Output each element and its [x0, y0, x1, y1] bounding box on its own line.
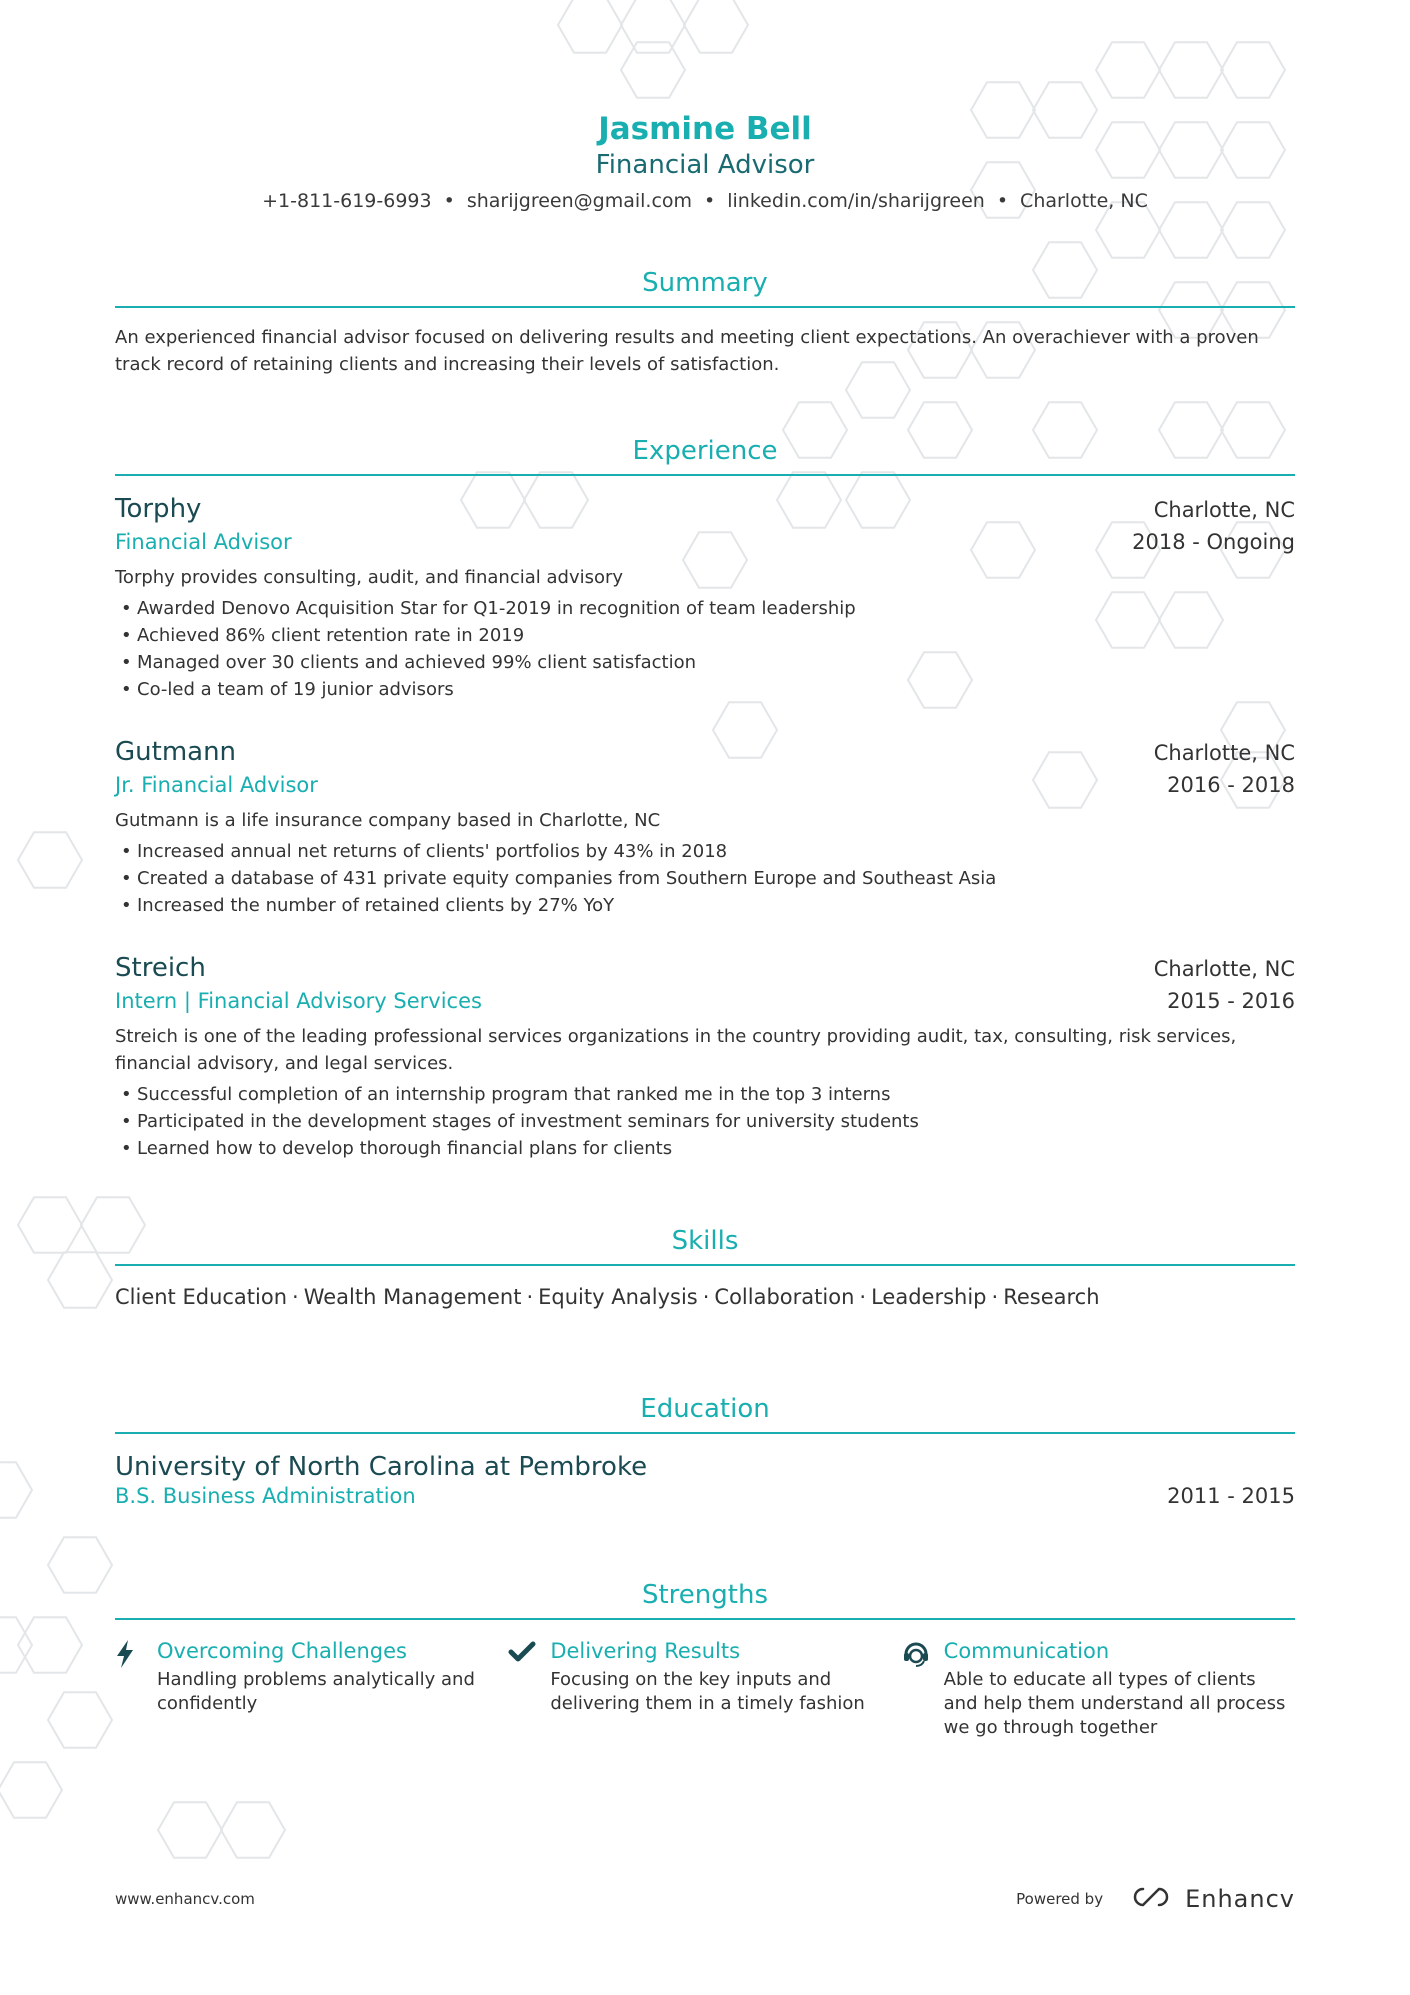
company-description: Gutmann is a life insurance company based in Charlotte, NC	[115, 810, 661, 831]
strengths-section	[115, 1578, 1295, 1740]
linkedin-link[interactable]: linkedin.com/in/sharijgreen	[727, 190, 985, 212]
hexagon-shape	[48, 1537, 112, 1592]
lightning-icon	[115, 1636, 157, 1740]
brand-name: Enhancv	[1185, 1885, 1295, 1913]
job-location: Charlotte, NC	[1153, 498, 1295, 522]
strength-title: Overcoming Challenges	[157, 1639, 407, 1663]
phone: +1-811-619-6993	[262, 190, 432, 212]
summary-text: An experienced financial advisor focused on delivering results and meeting client expectations. An overachiever with a proven track record of retaining clients and increasing their levels of satisfaction.	[115, 327, 1259, 375]
experience-entry	[115, 735, 1295, 919]
headset-icon	[902, 1636, 944, 1740]
section-title-skills: Skills	[115, 1224, 1295, 1266]
strength-item	[902, 1636, 1295, 1740]
section-title-summary: Summary	[115, 266, 1295, 308]
company-description: Streich is one of the leading professional services organizations in the country providing audit, tax, consulting, risk services, financial advisory, and legal services.	[115, 1026, 1237, 1074]
powered-by	[1016, 1885, 1295, 1913]
contact-separator: •	[996, 190, 1009, 212]
strength-title: Communication	[943, 1639, 1110, 1663]
achievement-list	[115, 838, 1295, 919]
strength-title: Delivering Results	[550, 1639, 741, 1663]
contact-line	[115, 188, 1295, 214]
section-title-strengths: Strengths	[115, 1578, 1295, 1620]
enhancv-logo-icon	[1129, 1885, 1175, 1913]
skill-separator: ·	[526, 1285, 534, 1309]
skill-separator: ·	[991, 1285, 999, 1309]
hexagon-shape	[48, 1252, 112, 1307]
job-title: Financial Advisor	[115, 530, 292, 554]
achievement-item: • Awarded Denovo Acquisition Star for Q1-2019 in recognition of team leadership	[115, 595, 1295, 622]
hexagon-shape	[48, 1692, 112, 1747]
email-link[interactable]: sharijgreen@gmail.com	[466, 190, 693, 212]
experience-entry	[115, 492, 1295, 703]
skill-item: Collaboration	[714, 1285, 855, 1309]
job-dates: 2018 - Ongoing	[1132, 530, 1295, 554]
checkmark-icon	[508, 1636, 550, 1740]
skill-separator: ·	[859, 1285, 867, 1309]
hexagon-shape	[18, 1197, 82, 1252]
job-title: Intern | Financial Advisory Services	[115, 989, 482, 1013]
summary-section	[115, 266, 1295, 378]
company-description: Torphy provides consulting, audit, and financial advisory	[115, 567, 624, 588]
page-footer	[115, 1885, 1295, 1913]
achievement-item: • Increased annual net returns of clients' portfolios by 43% in 2018	[115, 838, 1295, 865]
achievement-item: • Achieved 86% client retention rate in 2019	[115, 622, 1295, 649]
section-title-experience: Experience	[115, 434, 1295, 476]
skill-item: Wealth Management	[303, 1285, 522, 1309]
achievement-item: • Co-led a team of 19 junior advisors	[115, 676, 1295, 703]
skill-separator: ·	[702, 1285, 710, 1309]
skills-list	[115, 1282, 1295, 1312]
experience-entry	[115, 951, 1295, 1162]
location: Charlotte, NC	[1020, 190, 1148, 212]
candidate-role: Financial Advisor	[595, 150, 815, 180]
powered-by-label: Powered by	[1016, 1890, 1104, 1908]
degree: B.S. Business Administration	[115, 1484, 416, 1508]
skill-separator: ·	[292, 1285, 299, 1309]
strength-item	[508, 1636, 901, 1740]
job-location: Charlotte, NC	[1153, 741, 1295, 765]
achievement-item: • Created a database of 431 private equity companies from Southern Europe and Southeast Asia	[115, 865, 1295, 892]
contact-separator: •	[443, 190, 455, 212]
hexagon-shape	[18, 832, 82, 887]
website-link[interactable]: www.enhancv.com	[115, 1890, 255, 1908]
achievement-item: • Successful completion of an internship program that ranked me in the top 3 interns	[115, 1081, 1295, 1108]
achievement-list	[115, 595, 1295, 703]
skill-item: Leadership	[871, 1285, 987, 1309]
hexagon-shape	[158, 1802, 222, 1857]
strength-description: Handling problems analytically and confidently	[157, 1669, 475, 1714]
achievement-item: • Managed over 30 clients and achieved 99% client satisfaction	[115, 649, 1295, 676]
hexagon-shape	[221, 1802, 285, 1857]
resume-header	[115, 0, 1295, 214]
education-section	[115, 1392, 1295, 1508]
skills-section	[115, 1224, 1295, 1312]
job-dates: 2016 - 2018	[1167, 773, 1295, 797]
job-dates: 2015 - 2016	[1167, 989, 1295, 1013]
achievement-item: • Participated in the development stages of investment seminars for university students	[115, 1108, 1295, 1135]
achievement-item: • Learned how to develop thorough financial plans for clients	[115, 1135, 1295, 1162]
hexagon-shape	[0, 1762, 62, 1817]
education-dates: 2011 - 2015	[1167, 1484, 1295, 1508]
job-location: Charlotte, NC	[1153, 957, 1295, 981]
strength-item	[115, 1636, 508, 1740]
resume-page	[115, 0, 1295, 1740]
skill-item: Research	[1003, 1285, 1100, 1309]
skill-item: Client Education	[115, 1285, 288, 1309]
company-name: Gutmann	[115, 737, 237, 767]
experience-section	[115, 434, 1295, 1162]
achievement-item: • Increased the number of retained clients by 27% YoY	[115, 892, 1295, 919]
hexagon-shape	[18, 1617, 82, 1672]
strengths-list	[115, 1636, 1295, 1740]
strength-description: Able to educate all types of clients and help them understand all process we go through together	[943, 1669, 1286, 1738]
company-name: Torphy	[115, 494, 202, 524]
candidate-name: Jasmine Bell	[598, 111, 812, 147]
school-name: University of North Carolina at Pembroke	[115, 1452, 648, 1482]
strength-description: Focusing on the key inputs and delivering them in a timely fashion	[550, 1669, 865, 1714]
contact-separator: •	[704, 190, 716, 212]
skill-item: Equity Analysis	[538, 1285, 698, 1309]
achievement-list	[115, 1081, 1295, 1162]
hexagon-shape	[0, 1462, 32, 1517]
company-name: Streich	[115, 953, 206, 983]
hexagon-shape	[0, 1617, 32, 1672]
job-title: Jr. Financial Advisor	[115, 773, 318, 797]
section-title-education: Education	[115, 1392, 1295, 1434]
